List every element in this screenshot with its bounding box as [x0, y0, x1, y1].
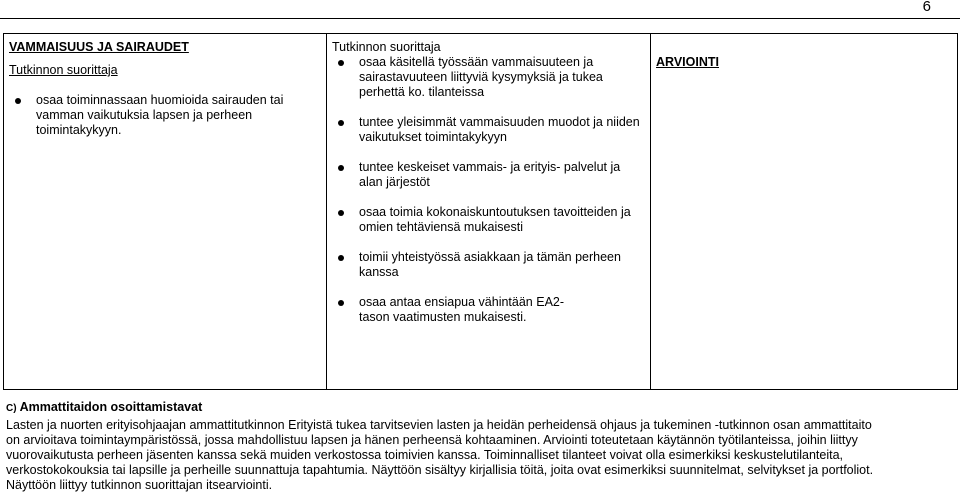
page-number: 6	[922, 0, 931, 15]
competence-table	[3, 33, 958, 390]
col2-list	[332, 55, 646, 325]
column-criteria	[327, 34, 651, 390]
list-item: tuntee yleisimmät vammaisuuden muodot ja niiden vaikutukset toimintakykyyn	[332, 115, 646, 145]
paragraph-line: verkostokokouksia tai lapsille ja perheille suunnattuja tapahtumia. Näyttöön sisältyy kirjallisia töitä, joita ovat esimerkiksi suunnitelmat, selvitykset ja portfoliot.	[6, 463, 874, 477]
column-disability-illness	[4, 34, 327, 390]
assessment-title: ARVIOINTI	[656, 55, 719, 69]
list-item: osaa toimia kokonaiskuntoutuksen tavoitteiden ja omien tehtäviensä mukaisesti	[332, 205, 646, 235]
section-c-heading	[6, 400, 956, 416]
paragraph-line: vuorovaikutusta perheen jäsenten kanssa sekä muiden verkostossa toimivien kanssa. Toiminnalliset tilanteet voivat olla esimerkiksi keskustelutilanteita,	[6, 448, 843, 462]
page-header	[0, 0, 960, 19]
column-assessment	[651, 34, 958, 390]
col1-list	[9, 93, 322, 138]
subtitle-candidate: Tutkinnon suorittaja	[9, 63, 118, 77]
list-item: osaa antaa ensiapua vähintään EA2-tason vaatimusten mukaisesti.	[332, 295, 646, 325]
list-item: tuntee keskeiset vammais- ja erityis- palvelut ja alan järjestöt	[332, 160, 646, 190]
list-item: osaa toiminnassaan huomioida sairauden tai vamman vaikutuksia lapsen ja perheen toimintakykyyn.	[9, 93, 322, 138]
list-item: toimii yhteistyössä asiakkaan ja tämän perheen kanssa	[332, 250, 646, 280]
paragraph-line: Näyttöön liittyy tutkinnon suorittajan itsearviointi.	[6, 478, 273, 492]
section-c-title: Ammattitaidon osoittamistavat	[19, 400, 203, 414]
section-letter: C)	[6, 403, 17, 414]
section-title: VAMMAISUUS JA SAIRAUDET	[9, 40, 189, 54]
subtitle-candidate: Tutkinnon suorittaja	[332, 40, 441, 54]
list-item: osaa käsitellä työssään vammaisuuteen ja sairastavuuteen liittyviä kysymyksiä ja tukea perhettä ko. tilanteissa	[332, 55, 646, 100]
section-c	[6, 400, 956, 493]
paragraph-line: on arvioitava toimintaympäristössä, jossa mahdollistuu lapsen ja hänen perheensä kohtaaminen. Arviointi toteutetaan käytännön työtilanteissa, joihin liittyy	[6, 433, 858, 447]
paragraph-line: Lasten ja nuorten erityisohjaajan ammattitutkinnon Erityistä tukea tarvitsevien lasten ja heidän perheidensä ohjaus ja tukeminen -tutkinnon osan ammattitaito	[6, 418, 872, 432]
